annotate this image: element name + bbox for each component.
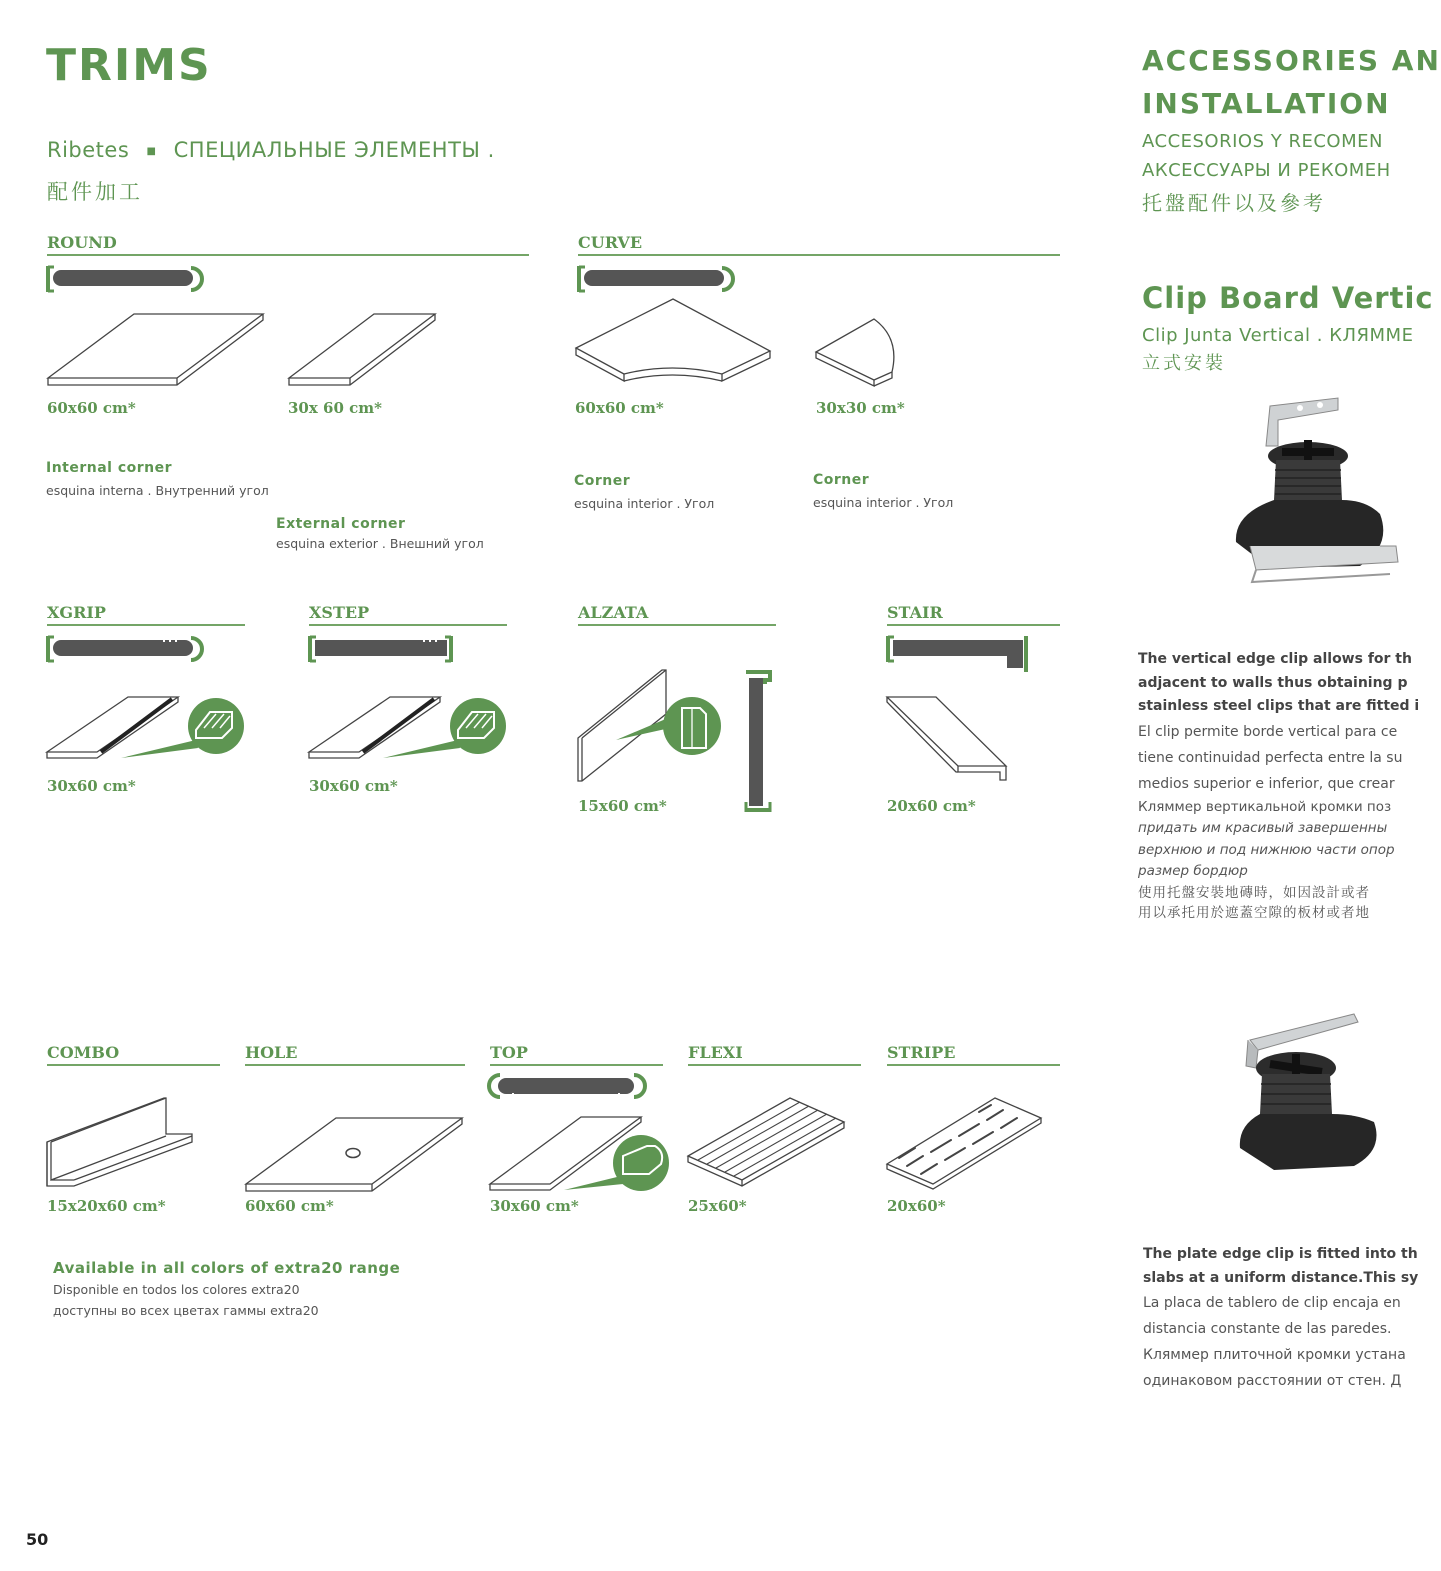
para1-zh-1: 使用托盤安裝地磚時，如因設計或者 [1138,884,1370,901]
size-curve-30x30: 30x30 cm* [816,399,905,417]
section-rule-combo [47,1064,220,1066]
page-number: 50 [26,1530,49,1549]
curve-30x30-corner-icon [814,316,900,388]
section-label-xgrip: XGRIP [47,603,106,622]
size-stair: 20x60 cm* [887,797,976,815]
section-rule-alzata [578,624,776,626]
clip-paragraph-2 [1143,1243,1418,1394]
para1-zh-2: 用以承托用於遮蓋空隙的板材或者地 [1138,904,1370,921]
page-title: TRIMS [46,40,212,91]
section-rule-top [490,1064,663,1066]
right-heading-line2: INSTALLATION [1142,87,1391,120]
para1-es-2: tiene continuidad perfecta entre la su [1138,749,1403,766]
size-xstep: 30x60 cm* [309,777,398,795]
round-60x60-tile-icon [46,312,266,390]
para2-ru-2: одинаковом расстоянии от стен. Д [1143,1373,1402,1389]
para1-es-1: El clip permite borde vertical para ce [1138,723,1398,740]
para2-bold-1: The plate edge clip is fitted into th [1143,1246,1418,1262]
clip-title: Clip Board Vertic [1142,281,1434,315]
size-round-60x60: 60x60 cm* [47,399,136,417]
curve-60x60-corner-icon [574,296,774,388]
internal-corner-title: Internal corner [46,460,173,476]
curve-corner-title-1: Corner [574,473,631,489]
pedestal-plate-clip-image [1234,1010,1404,1200]
top-tile-icon [489,1114,673,1196]
external-corner-title: External corner [276,516,406,532]
section-rule-stair [887,624,1060,626]
section-rule-stripe [887,1064,1060,1066]
curve-corner-text-1: esquina interior . Угол [574,496,715,511]
para2-ru-1: Кляммер плиточной кромки устана [1143,1347,1406,1363]
xgrip-tile-icon [46,694,246,764]
curve-profile-icon [576,264,736,294]
availability-es: Disponible en todos los colores extra20 [53,1282,300,1297]
para1-ru-1: Кляммер вертикальной кромки поз [1138,798,1392,815]
para1-es-3: medios superior e inferior, que crear [1138,775,1395,792]
size-top: 30x60 cm* [490,1197,579,1215]
size-hole: 60x60 cm* [245,1197,334,1215]
size-xgrip: 30x60 cm* [47,777,136,795]
right-sub-ru: АКСЕССУАРЫ И РЕКОМЕН [1142,160,1391,181]
availability-ru: доступны во всех цветах гаммы extra20 [53,1303,319,1318]
subtitle-separator: ■ [146,145,157,157]
para1-ru-3: верхнюю и под нижнюю части опор [1138,841,1395,858]
section-rule-round [47,254,529,256]
stair-profile-icon [885,634,1035,674]
round-profile-icon [45,264,205,294]
external-corner-text: esquina exterior . Внешний угол [276,536,484,551]
xgrip-profile-icon [45,634,205,664]
section-label-top: TOP [490,1043,528,1062]
hole-tile-icon [244,1116,466,1196]
xstep-profile-icon [307,634,467,664]
para1-ru-2: придать им красивый завершенны [1138,820,1388,836]
para1-ru-4: размер бордюр [1138,863,1248,879]
right-heading-line1: ACCESSORIES AN [1142,44,1441,77]
round-30x60-tile-icon [287,312,439,390]
para1-bold-1: The vertical edge clip allows for th [1138,651,1412,667]
subtitle-ru: СПЕЦИАЛЬНЫЕ ЭЛЕМЕНТЫ . [173,138,495,162]
para1-bold-2: adjacent to walls thus obtaining p [1138,674,1408,691]
subtitle-es: Ribetes [47,138,130,162]
right-sub-es: ACCESORIOS Y RECOMEN [1142,131,1383,152]
subtitle-zh: 配件加工 [47,180,143,204]
section-rule-flexi [688,1064,861,1066]
section-label-round: ROUND [47,233,117,252]
alzata-profile-icon [742,668,774,816]
size-round-30x60: 30x 60 cm* [288,399,382,417]
para1-bold-3: stainless steel clips that are fitted i [1138,698,1420,714]
xstep-tile-icon [308,694,508,764]
alzata-skirting-icon [576,668,726,784]
section-label-curve: CURVE [578,233,643,252]
section-label-flexi: FLEXI [688,1043,743,1062]
right-page [1130,0,1441,1571]
clip-zh: 立式安裝 [1142,353,1226,374]
top-profile-icon [488,1072,648,1102]
combo-piece-icon [46,1096,196,1192]
size-stripe: 20x60* [887,1197,946,1215]
para2-es-1: La placa de tablero de clip encaja en [1143,1295,1401,1311]
right-sub-zh: 托盤配件以及參考 [1142,191,1326,215]
section-label-hole: HOLE [245,1043,298,1062]
subtitle-line [47,138,495,162]
section-label-combo: COMBO [47,1043,120,1062]
size-combo: 15x20x60 cm* [47,1197,166,1215]
clip-subtitle: Clip Junta Vertical . КЛЯММЕ [1142,325,1414,346]
para2-es-2: distancia constante de las paredes. [1143,1321,1392,1337]
pedestal-vertical-clip-image [1220,396,1410,592]
section-rule-xstep [309,624,507,626]
section-rule-xgrip [47,624,245,626]
section-label-xstep: XSTEP [309,603,370,622]
size-flexi: 25x60* [688,1197,747,1215]
curve-corner-text-2: esquina interior . Угол [813,495,954,510]
section-label-alzata: ALZATA [578,603,649,622]
section-rule-curve [578,254,1060,256]
clip-paragraph-1 [1138,648,1419,923]
para2-bold-2: slabs at a uniform distance.This sy [1143,1269,1419,1286]
section-label-stair: STAIR [887,603,943,622]
availability-title: Available in all colors of extra20 range [53,1259,401,1277]
stripe-tile-icon [885,1096,1047,1190]
curve-corner-title-2: Corner [813,472,870,488]
stair-tread-icon [886,694,1010,784]
section-label-stripe: STRIPE [887,1043,956,1062]
size-alzata: 15x60 cm* [578,797,667,815]
size-curve-60x60: 60x60 cm* [575,399,664,417]
internal-corner-text: esquina interna . Внутренний угол [46,483,269,498]
flexi-tile-icon [686,1096,848,1188]
section-rule-hole [245,1064,465,1066]
